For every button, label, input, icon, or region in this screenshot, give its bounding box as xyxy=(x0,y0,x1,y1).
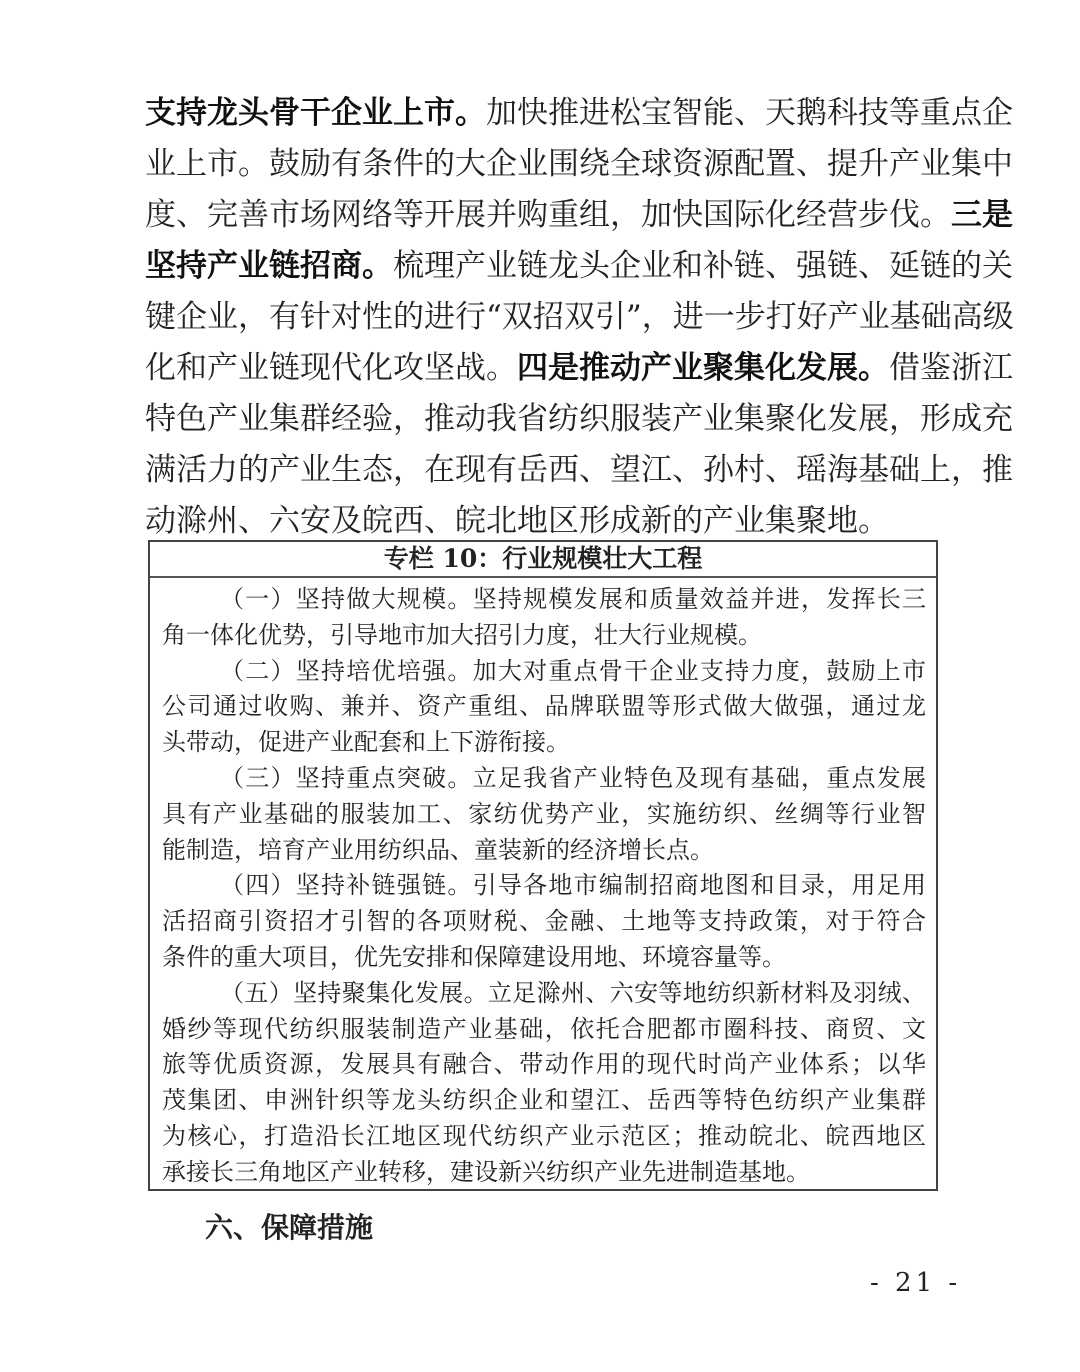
page-number: - 21 - xyxy=(870,1268,962,1298)
text-run: 特色产业集群经验，推动我省纺织服装产业集聚化发展，形成充 xyxy=(145,401,1013,437)
column-item-line: 婚纱等现代纺织服装制造产业基础，依托合肥都市圈科技、商贸、文 xyxy=(162,1014,926,1043)
paragraph-line xyxy=(145,245,1013,296)
column-item-line: 角一体化优势，引导地市加大招引力度，壮大行业规模。 xyxy=(162,620,762,649)
column-item-line: （二）坚持培优培强。加大对重点骨干企业支持力度，鼓励上市 xyxy=(220,656,926,685)
paragraph-line xyxy=(145,92,1013,143)
column-item-line: （一）坚持做大规模。坚持规模发展和质量效益并进，发挥长三 xyxy=(220,585,926,613)
text-run: 梳理产业链龙头企业和补链、强链、延链的关 xyxy=(393,248,1013,284)
text-run: 满活力的产业生态，在现有岳西、望江、孙村、瑶海基础上，推 xyxy=(145,452,1013,488)
paragraph-line xyxy=(145,194,1013,245)
paragraph-line xyxy=(145,449,1013,500)
column-item-line: 为核心，打造沿长江地区现代纺织产业示范区；推动皖北、皖西地区 xyxy=(162,1121,926,1150)
text-run: 度、完善市场网络等开展并购重组，加快国际化经营步伐。 xyxy=(145,197,951,233)
text-run: 业上市。鼓励有条件的大企业围绕全球资源配置、提升产业集中 xyxy=(145,146,1013,182)
column-item-line: 头带动，促进产业配套和上下游衔接。 xyxy=(162,728,570,757)
bold-phrase: 坚持产业链招商。 xyxy=(145,248,393,284)
section-heading: 六、保障措施 xyxy=(205,1211,374,1244)
column-box xyxy=(148,540,938,1191)
column-item-line: 具有产业基础的服装加工、家纺优势产业，实施纺织、丝绸等行业智 xyxy=(162,799,926,828)
column-item-line: （四）坚持补链强链。引导各地市编制招商地图和目录，用足用 xyxy=(220,871,926,900)
text-run: 借鉴浙江 xyxy=(889,350,1013,386)
text-run: 化和产业链现代化攻坚战。 xyxy=(145,350,517,386)
column-item-line: （三）坚持重点突破。立足我省产业特色及现有基础，重点发展 xyxy=(220,763,926,792)
column-item-line: 旅等优质资源，发展具有融合、带动作用的现代时尚产业体系；以华 xyxy=(162,1050,926,1079)
column-item-line: 条件的重大项目，优先安排和保障建设用地、环境容量等。 xyxy=(162,942,786,971)
column-item-line: 能制造，培育产业用纺织品、童装新的经济增长点。 xyxy=(162,835,714,864)
paragraph-line xyxy=(145,398,1013,449)
bold-phrase: 四是推动产业聚集化发展。 xyxy=(517,350,889,386)
paragraph-line xyxy=(145,347,1013,398)
column-item-line: 公司通过收购、兼并、资产重组、品牌联盟等形式做大做强，通过龙 xyxy=(162,692,926,721)
paragraph-line xyxy=(145,296,1014,347)
text-run: 加快推进松宝智能、天鹅科技等重点企 xyxy=(486,95,1013,131)
paragraph-line xyxy=(145,143,1013,194)
body-paragraph xyxy=(145,92,1014,551)
column-box-body xyxy=(150,578,936,1191)
column-item-line: 承接长三角地区产业转移，建设新兴纺织产业先进制造基地。 xyxy=(162,1157,810,1186)
column-item-line: 茂集团、申洲针织等龙头纺织企业和望江、岳西等特色纺织产业集群 xyxy=(162,1086,926,1115)
text-run: 动滁州、六安及皖西、皖北地区形成新的产业集聚地。 xyxy=(145,503,889,539)
text-run: 键企业，有针对性的进行“双招双引”，进一步打好产业基础高级 xyxy=(145,299,1014,335)
column-box-title: 专栏 10：行业规模壮大工程 xyxy=(150,542,936,578)
column-item-line: 活招商引资招才引智的各项财税、金融、土地等支持政策，对于符合 xyxy=(162,907,926,936)
bold-phrase: 支持龙头骨干企业上市。 xyxy=(145,95,486,131)
bold-phrase: 三是 xyxy=(951,197,1013,233)
column-item-line: （五）坚持聚集化发展。立足滁州、六安等地纺织新材料及羽绒、 xyxy=(220,978,926,1007)
